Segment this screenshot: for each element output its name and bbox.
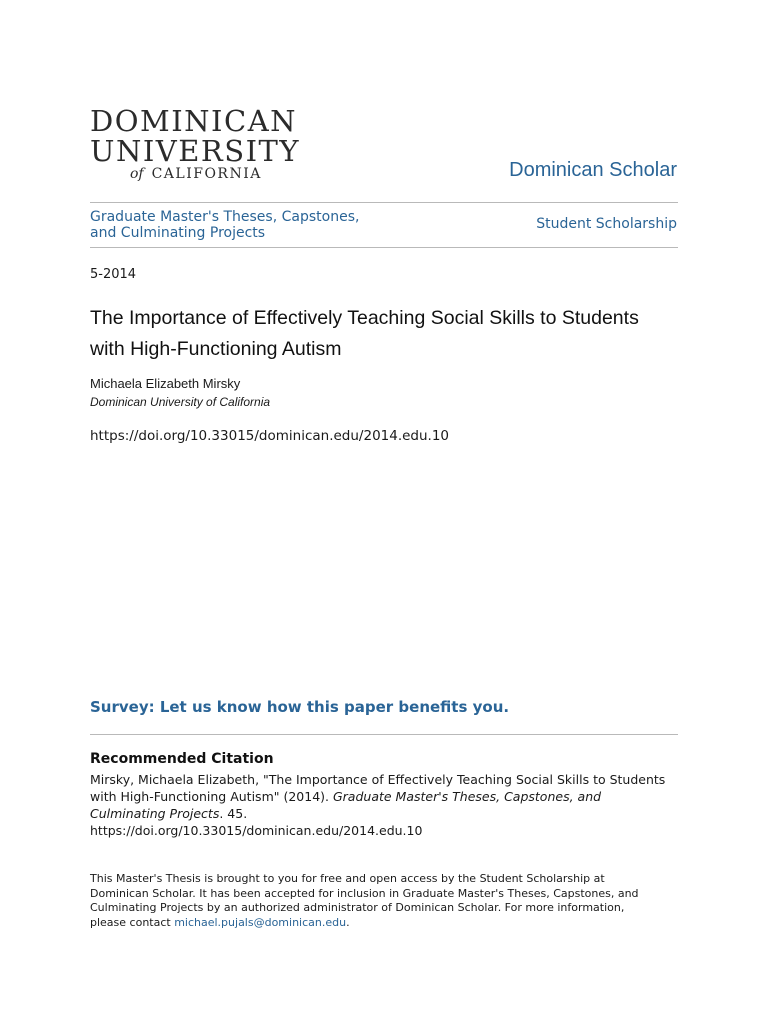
citation-line-3 xyxy=(90,805,680,822)
site-name-link[interactable]: Dominican Scholar xyxy=(509,159,677,181)
citation-series-italic: Graduate Master's Theses, Capstones, and xyxy=(332,789,602,804)
collection-line-2: and Culminating Projects xyxy=(90,225,266,241)
notice-contact-prefix: please contact xyxy=(90,915,175,929)
university-logo xyxy=(90,106,302,182)
logo-california: CALIFORNIA xyxy=(151,166,262,182)
citation-number: . 45. xyxy=(219,806,248,821)
notice-line-3: Culminating Projects by an authorized administrator of Dominican Scholar. For more information, xyxy=(90,901,625,914)
citation-body xyxy=(90,771,680,839)
logo-line-university: UNIVERSITY xyxy=(90,134,301,168)
survey-link[interactable]: Survey: Let us know how this paper benefits you. xyxy=(90,698,510,716)
title-line-2: with High-Functioning Autism xyxy=(90,338,342,360)
citation-heading: Recommended Citation xyxy=(90,751,274,767)
citation-line-2-plain: with High-Functioning Autism" (2014). xyxy=(90,789,333,804)
header-divider-bottom xyxy=(90,247,678,248)
citation-line-2 xyxy=(90,788,680,805)
collection-link[interactable] xyxy=(90,209,410,241)
author-affiliation: Dominican University of California xyxy=(90,395,271,409)
access-notice xyxy=(90,872,670,930)
notice-contact-suffix: . xyxy=(346,915,350,929)
publication-date: 5-2014 xyxy=(90,267,137,282)
citation-series-italic-2: Culminating Projects xyxy=(90,806,220,821)
collection-line-1: Graduate Master's Theses, Capstones, xyxy=(90,209,360,225)
parent-collection-link[interactable]: Student Scholarship xyxy=(536,216,677,232)
notice-line-4 xyxy=(90,916,670,931)
citation-divider xyxy=(90,734,678,735)
contact-email-link[interactable]: michael.pujals@dominican.edu xyxy=(174,915,347,929)
doi-link[interactable]: https://doi.org/10.33015/dominican.edu/2014.edu.10 xyxy=(90,428,450,444)
paper-title xyxy=(90,303,680,365)
logo-line-dominican: DOMINICAN xyxy=(90,104,298,138)
logo-line-california xyxy=(90,166,302,182)
notice-line-1: This Master's Thesis is brought to you for free and open access by the Student Scholarship at xyxy=(90,872,605,885)
title-line-1: The Importance of Effectively Teaching Social Skills to Students xyxy=(90,307,639,329)
header-divider-top xyxy=(90,202,678,203)
notice-line-2: Dominican Scholar. It has been accepted for inclusion in Graduate Master's Theses, Capstones, and xyxy=(90,886,639,900)
citation-doi: https://doi.org/10.33015/dominican.edu/2014.edu.10 xyxy=(90,823,423,838)
author-name: Michaela Elizabeth Mirsky xyxy=(90,376,241,391)
citation-line-1: Mirsky, Michaela Elizabeth, "The Importance of Effectively Teaching Social Skills to Students xyxy=(90,772,666,787)
logo-of: of xyxy=(130,166,144,182)
